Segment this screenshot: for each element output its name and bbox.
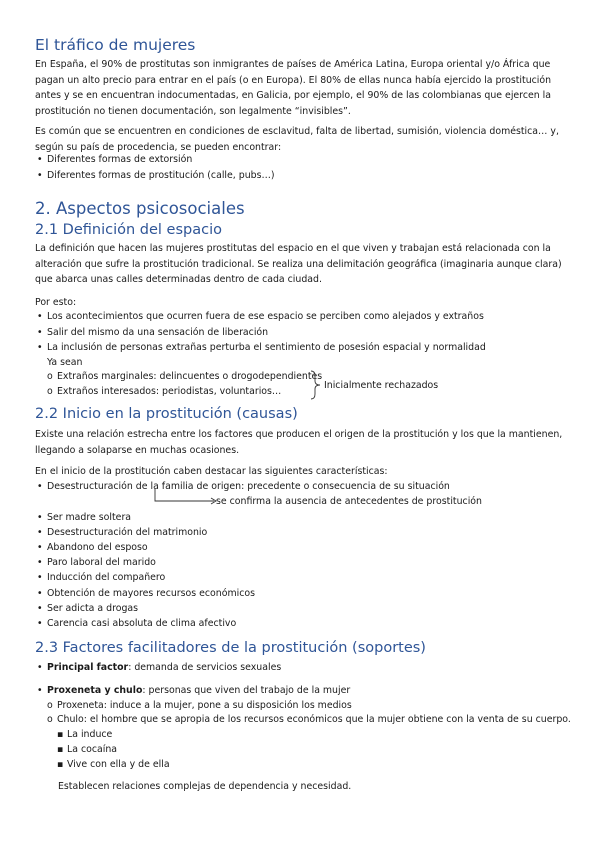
- list-item-text: Vive con ella y de ella: [67, 759, 170, 770]
- list-item-text: Diferentes formas de extorsión: [47, 154, 193, 165]
- list-item: • Principal factor: demanda de servicios sexuales: [37, 662, 282, 673]
- subsection-title-factores: 2.3 Factores facilitadores de la prostitución (soportes): [35, 640, 426, 656]
- paragraph-inicio-2: En el inicio de la prostitución caben destacar las siguientes características:: [35, 466, 388, 477]
- list-item-text: Ser madre soltera: [47, 512, 132, 523]
- closing-text: Establecen relaciones complejas de dependencia y necesidad.: [58, 781, 352, 792]
- list-item-text: Paro laboral del marido: [47, 557, 156, 568]
- list-item-text: La cocaína: [67, 744, 118, 755]
- por-esto-label: Por esto:: [35, 297, 77, 308]
- list-item-text: Abandono del esposo: [47, 542, 148, 553]
- section-title-aspectos: 2. Aspectos psicosociales: [35, 199, 245, 218]
- subsection-title-inicio: 2.2 Inicio en la prostitución (causas): [35, 406, 298, 422]
- list-item-text: La induce: [67, 729, 113, 740]
- list-item-text: Obtención de mayores recursos económicos: [47, 588, 255, 599]
- list-item: • Paro laboral del marido: [37, 557, 156, 568]
- subsection-title-espacio: 2.1 Definición del espacio: [35, 222, 222, 238]
- list-item: ▪ La cocaína: [57, 744, 118, 755]
- list-item-text: La inclusión de personas extrañas perturba el sentimiento de posesión espacial y normalidad: [47, 342, 486, 353]
- list-item: • Inducción del compañero: [37, 572, 166, 583]
- list-item: • Obtención de mayores recursos económicos: [37, 588, 255, 599]
- section-title-trafico: El tráfico de mujeres: [35, 36, 196, 54]
- list-item: • Desestructuración de la familia de origen: precedente o consecuencia de su situación: [37, 481, 450, 492]
- list-item-label: Principal factor: [47, 662, 129, 673]
- list-item-text: Desestructuración del matrimonio: [47, 527, 208, 538]
- list-item-text: Desestructuración de la familia de origen: precedente o consecuencia de su situación: [47, 481, 450, 492]
- list-item: • Salir del mismo da una sensación de liberación: [37, 327, 269, 338]
- list-item: ▪ La induce: [57, 729, 113, 740]
- ya-sean-label: Ya sean: [47, 357, 83, 368]
- arrow-note: se confirma la ausencia de antecedentes de prostitución: [216, 496, 482, 507]
- list-item: ▪ Vive con ella y de ella: [57, 759, 170, 770]
- list-item-text: : personas que viven del trabajo de la mujer: [142, 685, 351, 696]
- paragraph-trafico-1: En España, el 90% de prostitutas son inmigrantes de países de América Latina, Europa oriental y/o África que pagan un alto precio para entrar en el país (o en Europa). El 80% de ellas nunca había ejercido la prostitución antes y se en encuentran indocumentadas, en Galicia, por ejemplo, el 90% de las colombianas que ejercen la prostitución no tienen documentación, son legalmente “invisibles”.: [35, 59, 552, 117]
- list-item: • Abandono del esposo: [37, 542, 148, 553]
- arrow-shape: [152, 488, 220, 506]
- paragraph-trafico-2: Es común que se encuentren en condiciones de esclavitud, falta de libertad, sumisión, violencia doméstica… y, según su país de procedencia, se pueden encontrar:: [35, 126, 559, 153]
- paragraph-espacio: La definición que hacen las mujeres prostitutas del espacio en el que viven y trabajan está relacionada con la alteración que sufre la prostitución tradicional. Se realiza una delimitación geográfica (imaginaria aunque clara) que abarca unas calles determinadas dentro de cada ciudad.: [35, 243, 562, 286]
- list-item: • Diferentes formas de extorsión: [37, 154, 193, 165]
- list-item-text: Extraños marginales: delincuentes o drogodependientes: [57, 371, 323, 382]
- list-item-text: Inducción del compañero: [47, 572, 166, 583]
- brace-shape: [309, 370, 325, 400]
- list-item: • Carencia casi absoluta de clima afectivo: [37, 618, 237, 629]
- list-item: • Ser adicta a drogas: [37, 603, 139, 614]
- list-item: o Extraños interesados: periodistas, voluntarios…: [47, 386, 282, 397]
- brace-note: Inicialmente rechazados: [324, 380, 439, 391]
- list-item-text: Extraños interesados: periodistas, voluntarios…: [57, 386, 282, 397]
- list-item: • Los acontecimientos que ocurren fuera de ese espacio se perciben como alejados y extraños: [37, 311, 484, 322]
- list-item: o Chulo: el hombre que se apropia de los recursos económicos que la mujer obtiene con la venta de su cuerpo.: [47, 714, 571, 725]
- list-item: • Diferentes formas de prostitución (calle, pubs…): [37, 170, 275, 181]
- list-item: • Desestructuración del matrimonio: [37, 527, 208, 538]
- list-item: • La inclusión de personas extrañas perturba el sentimiento de posesión espacial y normalidad: [37, 342, 486, 353]
- list-item-text: Proxeneta: induce a la mujer, pone a su disposición los medios: [57, 700, 352, 711]
- list-item-text: : demanda de servicios sexuales: [128, 662, 282, 673]
- list-item-label: Proxeneta y chulo: [47, 685, 143, 696]
- list-item: o Extraños marginales: delincuentes o drogodependientes: [47, 371, 323, 382]
- list-item-text: Ser adicta a drogas: [47, 603, 139, 614]
- list-item: • Proxeneta y chulo: personas que viven del trabajo de la mujer: [37, 685, 351, 696]
- list-item-text: Chulo: el hombre que se apropia de los recursos económicos que la mujer obtiene con la venta de su cuerpo.: [57, 714, 571, 725]
- list-item-text: Diferentes formas de prostitución (calle, pubs…): [47, 170, 275, 181]
- list-item-text: Carencia casi absoluta de clima afectivo: [47, 618, 237, 629]
- paragraph-inicio-1: Existe una relación estrecha entre los factores que producen el origen de la prostitución y los que la mantienen, llegando a solaparse en muchas ocasiones.: [35, 429, 563, 456]
- list-item: o Proxeneta: induce a la mujer, pone a su disposición los medios: [47, 700, 352, 711]
- list-item: • Ser madre soltera: [37, 512, 132, 523]
- list-item-text: Los acontecimientos que ocurren fuera de ese espacio se perciben como alejados y extraños: [47, 311, 484, 322]
- list-item-text: Salir del mismo da una sensación de liberación: [47, 327, 269, 338]
